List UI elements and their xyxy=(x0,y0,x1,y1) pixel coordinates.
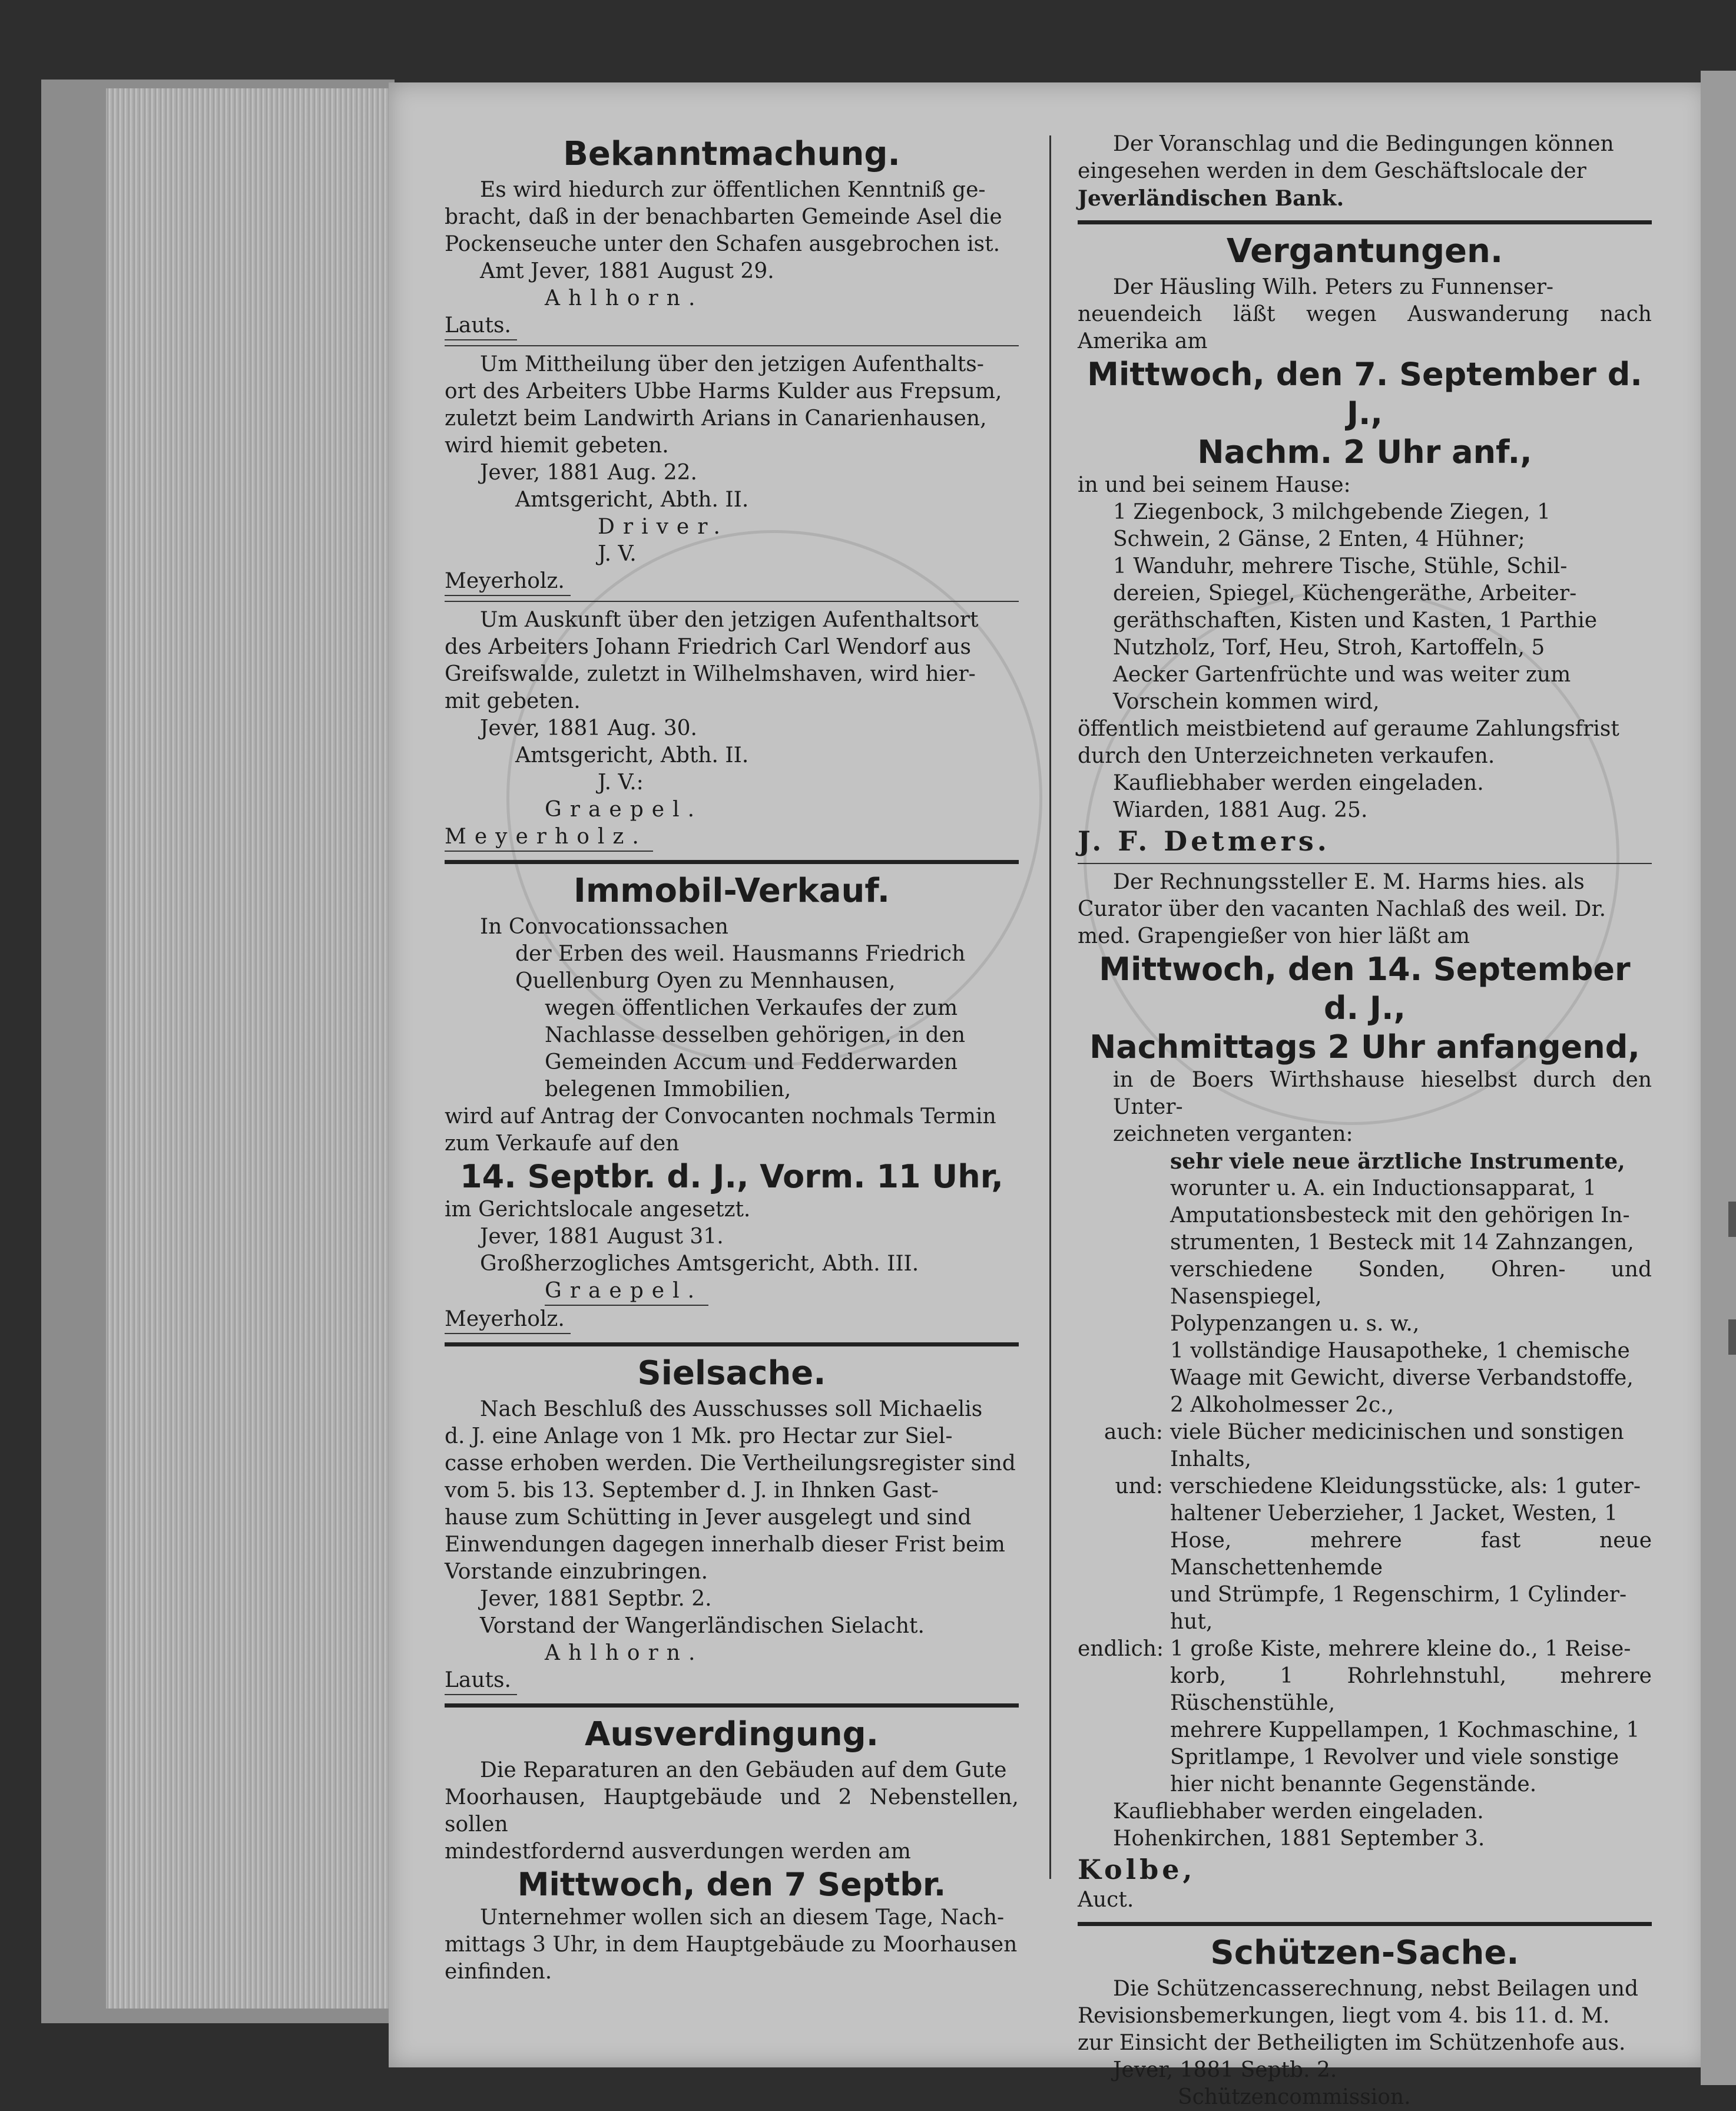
text-line: belegenen Immobilien, xyxy=(545,1077,791,1101)
text-line: Die Reparaturen an den Gebäuden auf dem Gute xyxy=(480,1758,1007,1782)
item-line: Polypenzangen u. s. w., xyxy=(1170,1312,1420,1336)
text-line: Curator über den vacanten Nachlaß des weil. Dr. xyxy=(1078,897,1606,921)
list-item xyxy=(1078,1636,1652,1798)
item-line: mehrere Kuppellampen, 1 Kochmaschine, 1 xyxy=(1170,1718,1640,1742)
separator-line xyxy=(445,345,1019,346)
place-date: Amt Jever, 1881 August 29. xyxy=(480,259,774,283)
signature xyxy=(445,1278,1019,1306)
item-line: korb, 1 Rohrlehnstuhl, mehrere Rüschenstühle, xyxy=(1170,1664,1652,1715)
text-line: im Gerichtslocale angesetzt. xyxy=(445,1197,751,1222)
text-line: Einwendungen dagegen innerhalb dieser Frist beim xyxy=(445,1533,1005,1557)
jv-mark: J. V. xyxy=(598,542,637,566)
bleed-mark xyxy=(1728,1319,1736,1355)
list-label: endlich: xyxy=(1078,1637,1164,1661)
item-line: Vorschein kommen wird, xyxy=(1113,690,1380,714)
item-line: haltener Ueberzieher, 1 Jacket, Westen, 1 xyxy=(1170,1501,1618,1526)
bleed-mark xyxy=(1728,1202,1736,1237)
text-line: Greifswalde, zuletzt in Wilhelmshaven, wird hier- xyxy=(445,662,976,686)
item-line: 1 große Kiste, mehrere kleine do., 1 Reise- xyxy=(1170,1637,1631,1661)
text-line: Es wird hiedurch zur öffentlichen Kenntniß ge- xyxy=(480,178,986,202)
signer-role: Auct. xyxy=(1078,1888,1134,1912)
list-body xyxy=(1170,1473,1652,1636)
auction-time: Nachmittags 2 Uhr anfangend, xyxy=(1089,1028,1640,1066)
list-item xyxy=(1078,1148,1652,1419)
separator-line xyxy=(1078,863,1652,864)
text-line: ort des Arbeiters Ubbe Harms Kulder aus Frepsum, xyxy=(445,379,1002,403)
auction-date: Mittwoch, den 7. September d. J., xyxy=(1087,356,1642,432)
signature: Ahlhorn. xyxy=(545,1641,704,1665)
text-line: zuletzt beim Landwirth Arians in Canarienhausen, xyxy=(445,406,987,431)
text-line: Pockenseuche unter den Schafen ausgebrochen ist. xyxy=(445,232,1000,256)
heading: Bekanntmachung. xyxy=(563,135,900,173)
item-line: verschiedene Sonden, Ohren- und Nasenspiegel, xyxy=(1170,1258,1652,1309)
item-line: 1 vollständige Hausapotheke, 1 chemische xyxy=(1170,1339,1630,1363)
item-line: 1 Wanduhr, mehrere Tische, Stühle, Schil- xyxy=(1113,554,1568,578)
item-line: strumenten, 1 Besteck mit 14 Zahnzangen, xyxy=(1170,1230,1634,1255)
announcement-immobil-verkauf xyxy=(445,871,1019,1334)
clerk-name: Lauts. xyxy=(445,312,517,340)
clerk-name: Meyerholz. xyxy=(445,568,571,596)
heading: Immobil-Verkauf. xyxy=(573,872,890,910)
text-line: Die Schützencasserechnung, nebst Beilagen und xyxy=(1113,1977,1639,2001)
text-line: wird auf Antrag der Convocanten nochmals Termin xyxy=(445,1104,996,1129)
text-line: vom 5. bis 13. September d. J. in Ihnken Gast- xyxy=(445,1478,939,1503)
text-line: In Convocationssachen xyxy=(480,915,728,939)
signature: Kolbe, xyxy=(1078,1854,1196,1885)
right-column xyxy=(1078,131,1652,2111)
separator-thick-line xyxy=(445,1342,1019,1346)
heading: Ausverdingung. xyxy=(585,1715,879,1753)
heading: Sielsache. xyxy=(637,1354,826,1392)
clerk-signature xyxy=(445,1306,1019,1334)
clerk-signature xyxy=(445,568,1019,596)
item-line: Hose, mehrere fast neue Manschettenhemde xyxy=(1170,1528,1652,1580)
item-line: Waage mit Gewicht, diverse Verbandstoffe, xyxy=(1170,1366,1634,1390)
text-line: zum Verkaufe auf den xyxy=(445,1131,680,1156)
bank-name: Jeverländischen Bank. xyxy=(1078,186,1344,211)
announcement-wendorf xyxy=(445,607,1019,852)
signer-name: Graepel. xyxy=(545,1278,708,1306)
place-date: Wiarden, 1881 Aug. 25. xyxy=(1113,798,1368,822)
text-line: Nachlasse desselben gehörigen, in den xyxy=(545,1023,966,1047)
list-label: und: xyxy=(1115,1474,1163,1498)
item-line: verschiedene Kleidungsstücke, als: 1 guter- xyxy=(1170,1474,1641,1498)
heading: Schützen-Sache. xyxy=(1210,1934,1519,1972)
clerk-name: Meyerholz. xyxy=(445,823,653,852)
text-line: in de Boers Wirthshause hieselbst durch den Unter- xyxy=(1113,1068,1652,1119)
list-label xyxy=(1078,1148,1170,1419)
text-line: hause zum Schütting in Jever ausgelegt und sind xyxy=(445,1506,972,1530)
text-line: des Arbeiters Johann Friedrich Carl Wendorf aus xyxy=(445,635,971,659)
buyers-invited: Kaufliebhaber werden eingeladen. xyxy=(1113,1799,1484,1824)
text-line: Der Häusling Wilh. Peters zu Funnenser- xyxy=(1113,275,1554,299)
separator-thick-line xyxy=(445,860,1019,864)
place-date: Jever, 1881 Aug. 30. xyxy=(480,716,697,740)
text-line: der Erben des weil. Hausmanns Friedrich xyxy=(515,942,966,966)
announcement-vergantungen xyxy=(1078,231,1652,858)
text-line: zeichneten verganten: xyxy=(1113,1122,1353,1146)
left-column xyxy=(445,131,1019,1986)
text-line: mit gebeten. xyxy=(445,689,581,713)
item-line: Inhalts, xyxy=(1170,1447,1251,1471)
text-line: mindestfordernd ausverdungen werden am xyxy=(445,1839,911,1864)
item-line: Amputationsbesteck mit den gehörigen In- xyxy=(1170,1203,1630,1227)
text-line: eingesehen werden in dem Geschäftslocale der xyxy=(1078,159,1586,183)
item-line: hut, xyxy=(1170,1610,1213,1634)
court-name: Großherzogliches Amtsgericht, Abth. III. xyxy=(480,1252,919,1276)
announcement-sielsache xyxy=(445,1354,1019,1695)
signature: J. F. Detmers. xyxy=(1078,825,1330,857)
place-date: Jever, 1881 Septb. 2. xyxy=(1113,2058,1337,2082)
auction-date: Mittwoch, den 14. September d. J., xyxy=(1099,951,1631,1027)
list-item xyxy=(1078,1419,1652,1473)
text-line: durch den Unterzeichneten verkaufen. xyxy=(1078,744,1495,768)
text-line: med. Grapengießer von hier läßt am xyxy=(1078,924,1470,948)
item-line: Spritlampe, 1 Revolver und viele sonstige xyxy=(1170,1745,1619,1769)
text-line: Um Mittheilung über den jetzigen Aufenthalts- xyxy=(480,352,984,376)
text-line: neuendeich läßt wegen Auswanderung nach Amerika am xyxy=(1078,302,1652,353)
item-line: Schwein, 2 Gänse, 2 Enten, 4 Hühner; xyxy=(1113,527,1525,551)
text-line: Quellenburg Oyen zu Mennhausen, xyxy=(515,969,896,993)
item-line: viele Bücher medicinischen und sonstigen xyxy=(1170,1420,1624,1444)
item-line: 1 Ziegenbock, 3 milchgebende Ziegen, 1 xyxy=(1113,500,1551,524)
list-body xyxy=(1170,1148,1652,1419)
announcement-schuetzen-sache xyxy=(1078,1933,1652,2111)
list-item xyxy=(1078,1473,1652,1636)
signature: Ahlhorn. xyxy=(545,286,704,310)
separator-thick-line xyxy=(1078,220,1652,224)
court-name: Amtsgericht, Abth. II. xyxy=(515,743,749,767)
text-line: Der Rechnungssteller E. M. Harms hies. als xyxy=(1113,870,1585,894)
item-line: sehr viele neue ärztliche Instrumente, xyxy=(1170,1149,1625,1174)
court-name: Amtsgericht, Abth. II. xyxy=(515,488,749,512)
text-line: Vorstande einzubringen. xyxy=(445,1560,708,1584)
text-line: einfinden. xyxy=(445,1960,552,1984)
item-line: dereien, Spiegel, Küchengeräthe, Arbeiter- xyxy=(1113,581,1577,605)
list-label: auch: xyxy=(1104,1420,1163,1444)
auction-time: Nachm. 2 Uhr anf., xyxy=(1197,434,1532,471)
text-line: Der Voranschlag und die Bedingungen können xyxy=(1113,132,1614,156)
text-line: casse erhoben werden. Die Vertheilungsregister sind xyxy=(445,1451,1016,1475)
text-line: öffentlich meistbietend auf geraume Zahlungsfrist xyxy=(1078,717,1619,741)
clerk-signature xyxy=(445,1667,1019,1695)
text-line: Nach Beschluß des Ausschusses soll Michaelis xyxy=(480,1397,983,1421)
text-line: Unternehmer wollen sich an diesem Tage, Nach- xyxy=(480,1905,1005,1930)
clerk-name: Lauts. xyxy=(445,1667,517,1695)
text-line: Um Auskunft über den jetzigen Aufenthaltsort xyxy=(480,608,979,632)
place-date: Hohenkirchen, 1881 September 3. xyxy=(1113,1827,1485,1851)
text-line: zur Einsicht der Betheiligten im Schützenhofe aus. xyxy=(1078,2031,1626,2055)
place-date: Jever, 1881 Aug. 22. xyxy=(480,461,697,485)
text-line: Moorhausen, Hauptgebäude und 2 Nebenstellen, sollen xyxy=(445,1785,1019,1837)
signature: Graepel. xyxy=(545,798,703,822)
place-date: Jever, 1881 August 31. xyxy=(480,1225,724,1249)
jv-mark: J. V.: xyxy=(598,770,644,795)
separator-thick-line xyxy=(445,1703,1019,1708)
page-stack-edge xyxy=(106,88,400,2009)
announcement-bekanntmachung xyxy=(445,134,1019,340)
announcement-ausverdingung xyxy=(445,1715,1019,1986)
text-line: wegen öffentlichen Verkaufes der zum xyxy=(545,996,958,1020)
text-line: Gemeinden Accum und Fedderwarden xyxy=(545,1050,958,1074)
text-line: wird hiemit gebeten. xyxy=(445,434,669,458)
clerk-signature xyxy=(445,312,1019,340)
signature: Driver. xyxy=(598,515,728,539)
item-line: worunter u. A. ein Inductionsapparat, 1 xyxy=(1170,1176,1596,1200)
item-line: Nutzholz, Torf, Heu, Stroh, Kartoffeln, 5 xyxy=(1113,636,1545,660)
text-line: d. J. eine Anlage von 1 Mk. pro Hectar zur Siel- xyxy=(445,1424,953,1448)
item-line: Aecker Gartenfrüchte und was weiter zum xyxy=(1113,663,1571,687)
item-line: geräthschaften, Kisten und Kasten, 1 Parthie xyxy=(1113,608,1598,633)
text-line: in und bei seinem Hause: xyxy=(1078,473,1351,497)
text-line: bracht, daß in der benachbarten Gemeinde Asel die xyxy=(445,205,1002,229)
next-page-gutter xyxy=(1701,71,1736,2085)
board-name: Vorstand der Wangerländischen Sielacht. xyxy=(480,1614,925,1638)
list-body xyxy=(1170,1636,1652,1798)
place-date: Jever, 1881 Septbr. 2. xyxy=(480,1587,712,1611)
list-body xyxy=(1170,1419,1652,1473)
announcement-grapengiesser xyxy=(1078,869,1652,1914)
buyers-invited: Kaufliebhaber werden eingeladen. xyxy=(1113,771,1484,795)
announcement-continuation xyxy=(1078,131,1652,212)
announcement-kulder xyxy=(445,351,1019,596)
separator-line xyxy=(445,601,1019,602)
item-line: und Strümpfe, 1 Regenschirm, 1 Cylinder- xyxy=(1170,1583,1627,1607)
auction-date: 14. Septbr. d. J., Vorm. 11 Uhr, xyxy=(460,1158,1003,1195)
separator-thick-line xyxy=(1078,1922,1652,1926)
item-line: hier nicht benannte Gegenstände. xyxy=(1170,1772,1537,1796)
clerk-name: Meyerholz. xyxy=(445,1306,571,1334)
text-line: Revisionsbemerkungen, liegt vom 4. bis 11. d. M. xyxy=(1078,2004,1610,2028)
heading: Vergantungen. xyxy=(1226,232,1503,270)
clerk-signature xyxy=(445,823,1019,852)
item-line: 2 Alkoholmesser 2c., xyxy=(1170,1393,1394,1417)
auction-date: Mittwoch, den 7 Septbr. xyxy=(517,1866,946,1903)
signature: Schützencommission. xyxy=(1178,2085,1411,2109)
column-divider xyxy=(1049,135,1051,1879)
text-line: mittags 3 Uhr, in dem Hauptgebäude zu Moorhausen xyxy=(445,1933,1018,1957)
